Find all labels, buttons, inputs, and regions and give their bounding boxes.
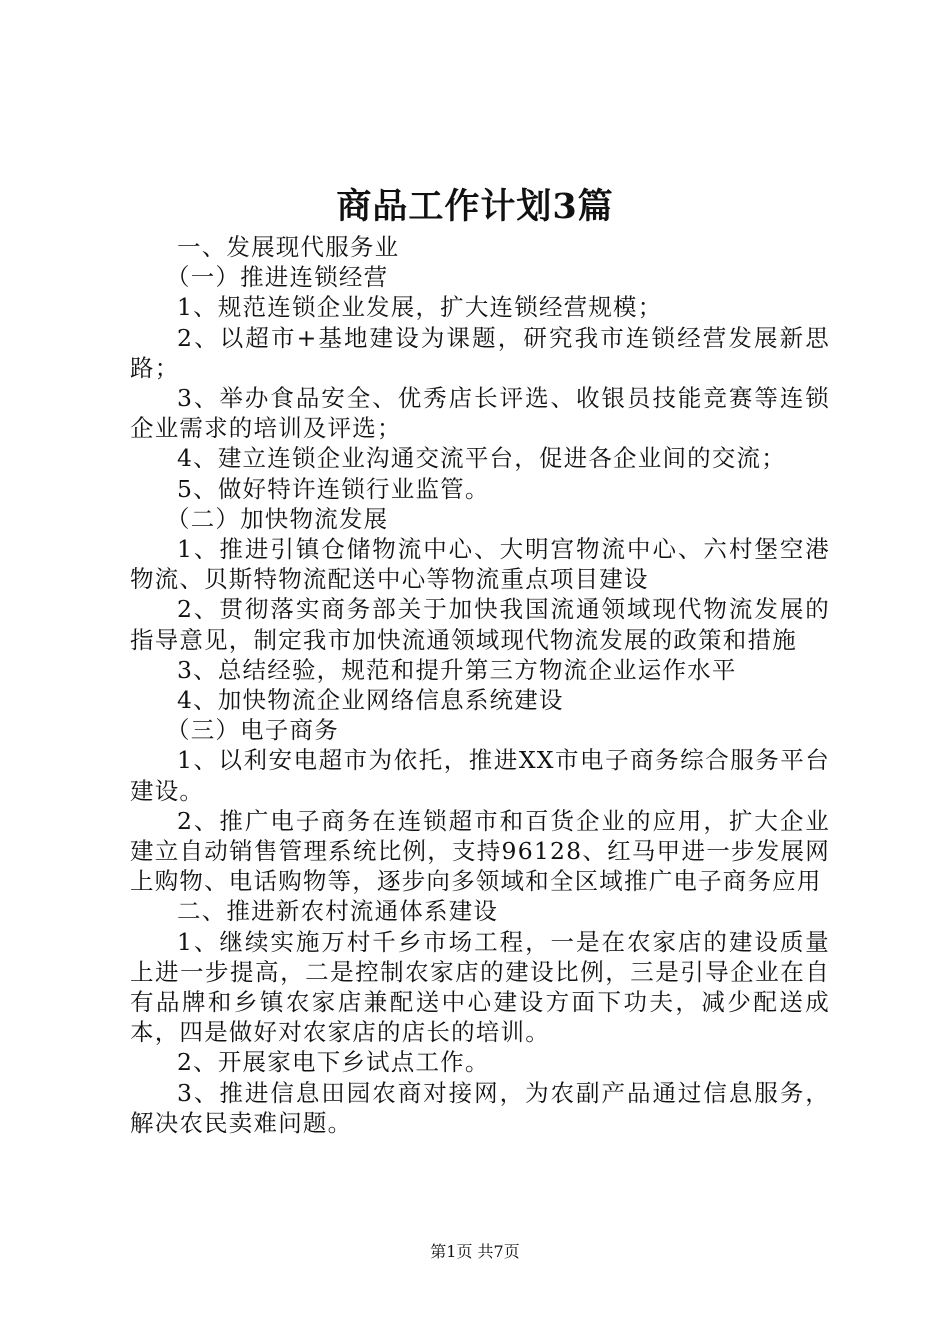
paragraph: 1、以利安电超市为依托，推进XX市电子商务综合服务平台建设。 (130, 746, 830, 805)
paragraph: 1、继续实施万村千乡市场工程，一是在农家店的建设质量上进一步提高，二是控制农家店的建设比例，三是引导企业在自有品牌和乡镇农家店兼配送中心建设方面下功夫，减少配送成本，四是做好对农家店的店长的培训。 (130, 927, 830, 1047)
section-heading: 一、发展现代服务业 (177, 233, 400, 261)
paragraph: 2、以超市+基地建设为课题，研究我市连锁经营发展新思路； (130, 323, 830, 382)
document-title: 商品工作计划3篇 (336, 186, 614, 227)
document-body (130, 232, 830, 1138)
paragraph: 2、开展家电下乡试点工作。 (177, 1048, 490, 1077)
subsection-heading: （三）电子商务 (166, 716, 339, 745)
paragraph: 3、总结经验，规范和提升第三方物流企业运作水平 (177, 655, 737, 684)
paragraph: 5、做好特许连锁行业监管。 (177, 474, 490, 503)
paragraph: 2、推广电子商务在连锁超市和百货企业的应用，扩大企业建立自动销售管理系统比例，支持96128、红马甲进一步发展网上购物、电话购物等，逐步向多领域和全区域推广电子商务应用 (130, 806, 830, 896)
paragraph: 2、贯彻落实商务部关于加快我国流通领域现代物流发展的指导意见，制定我市加快流通领域现代物流发展的政策和措施 (130, 595, 830, 654)
subsection-heading: （二）加快物流发展 (166, 504, 389, 533)
section-heading: 二、推进新农村流通体系建设 (177, 897, 499, 926)
subsection-heading: （一）推进连锁经营 (166, 263, 389, 292)
paragraph: 3、举办食品安全、优秀店长评选、收银员技能竞赛等连锁企业需求的培训及评选； (130, 384, 830, 443)
paragraph: 1、推进引镇仓储物流中心、大明宫物流中心、六村堡空港物流、贝斯特物流配送中心等物流重点项目建设 (130, 535, 830, 594)
page-footer: 第1页 共7页 (430, 1242, 520, 1261)
paragraph: 1、规范连锁企业发展，扩大连锁经营规模； (177, 293, 663, 322)
paragraph: 4、加快物流企业网络信息系统建设 (177, 686, 564, 715)
paragraph: 3、推进信息田园农商对接网，为农副产品通过信息服务，解决农民卖难问题。 (130, 1078, 830, 1137)
paragraph: 4、建立连锁企业沟通交流平台，促进各企业间的交流； (177, 444, 786, 473)
